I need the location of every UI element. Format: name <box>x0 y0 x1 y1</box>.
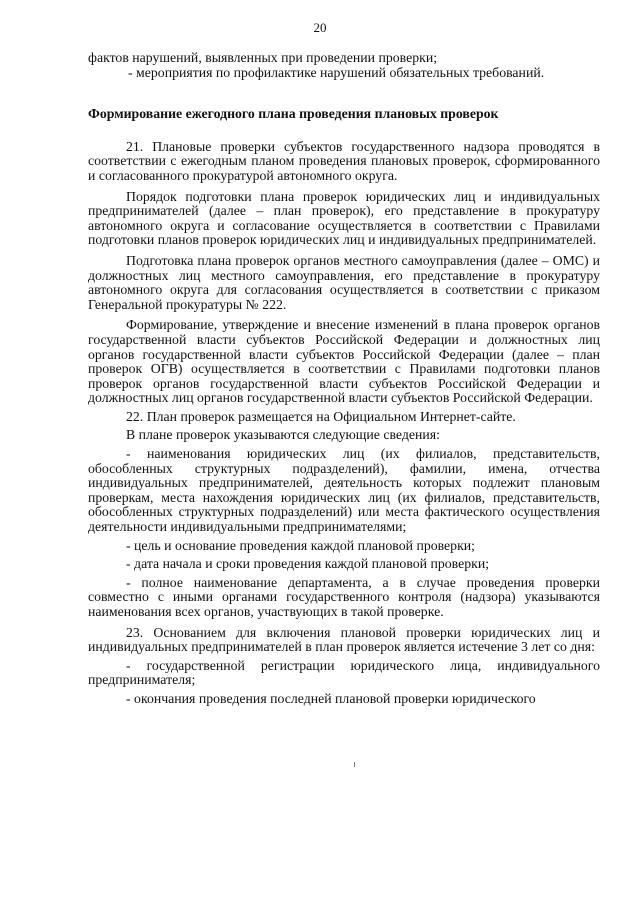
paragraph-oms: Подготовка плана проверок органов местного самоуправления (далее – ОМС) и должностных лиц местного самоуправления, его представление в прокуратуру автономного округа для согласования осуществляется в соответствии с приказом Генеральной прокуратуры № 222. <box>88 252 600 312</box>
text-line-continued: фактов нарушений, выявленных при проведении проверки; <box>88 50 438 65</box>
section-heading: Формирование ежегодного плана проведения плановых проверок <box>88 106 499 122</box>
paragraph-21: 21. Плановые проверки субъектов государственного надзора проводятся в соответствии с ежегодным планом проведения плановых проверок, сформированного и согласованного прокуратурой автономного округа. <box>88 138 600 183</box>
bullet-last-inspection: - окончания проведения последней плановой проверки юридического <box>126 690 536 706</box>
bullet-department: - полное наименование департамента, а в случае проведения проверки совместно с иными органами государственного контроля (надзора) указываются наименования всех органов, участвующих в такой проверке. <box>88 574 600 619</box>
paragraph-list-intro: В плане проверок указываются следующие сведения: <box>126 427 440 443</box>
bullet-names: - наименования юридических лиц (их филиалов, представительств, обособленных структурных подразделений), фамилии, имена, отчества индивидуальных предпринимателей, деятельность которых подлежит плановым проверкам, места нахождения юридических лиц (их филиалов, представительств, обособленных структурных подразделений) или места фактического осуществления деятельности индивидуальными предпринимателями; <box>88 446 600 535</box>
paragraph-plan-order: Порядок подготовки плана проверок юридических лиц и индивидуальных предпринимателей (далее – план проверок), его представление в прокуратуру автономного округа и согласование осуществляется в соответствии с Правилами подготовки планов проверок юридических лиц и индивидуальных предпринимателей. <box>88 188 600 248</box>
scan-mark <box>354 762 355 767</box>
paragraph-ogv: Формирование, утверждение и внесение изменений в плана проверок органов государственной власти субъектов Российской Федерации и должностных лиц органов государственной власти субъектов Российской Федерации (далее – план проверок ОГВ) осуществляется в соответствии с Правилами подготовки планов проверок органов государственной власти субъектов Российской Федерации и должностных лиц органов государственной власти субъектов Российской Федерации. <box>88 317 600 406</box>
page-number: 20 <box>313 20 327 35</box>
bullet-prevention: - мероприятия по профилактике нарушений обязательных требований. <box>128 64 545 80</box>
document-body <box>88 51 600 707</box>
paragraph-23: 23. Основанием для включения плановой проверки юридических лиц и индивидуальных предпринимателей в план проверок является истечение 3 лет со дня: <box>88 624 600 655</box>
bullet-registration: - государственной регистрации юридического лица, индивидуального предпринимателя; <box>88 657 600 688</box>
bullet-date: - дата начала и сроки проведения каждой плановой проверки; <box>126 556 490 572</box>
paragraph-22: 22. План проверок размещается на Официальном Интернет-сайте. <box>126 408 516 424</box>
bullet-goal: - цель и основание проведения каждой плановой проверки; <box>126 537 475 553</box>
